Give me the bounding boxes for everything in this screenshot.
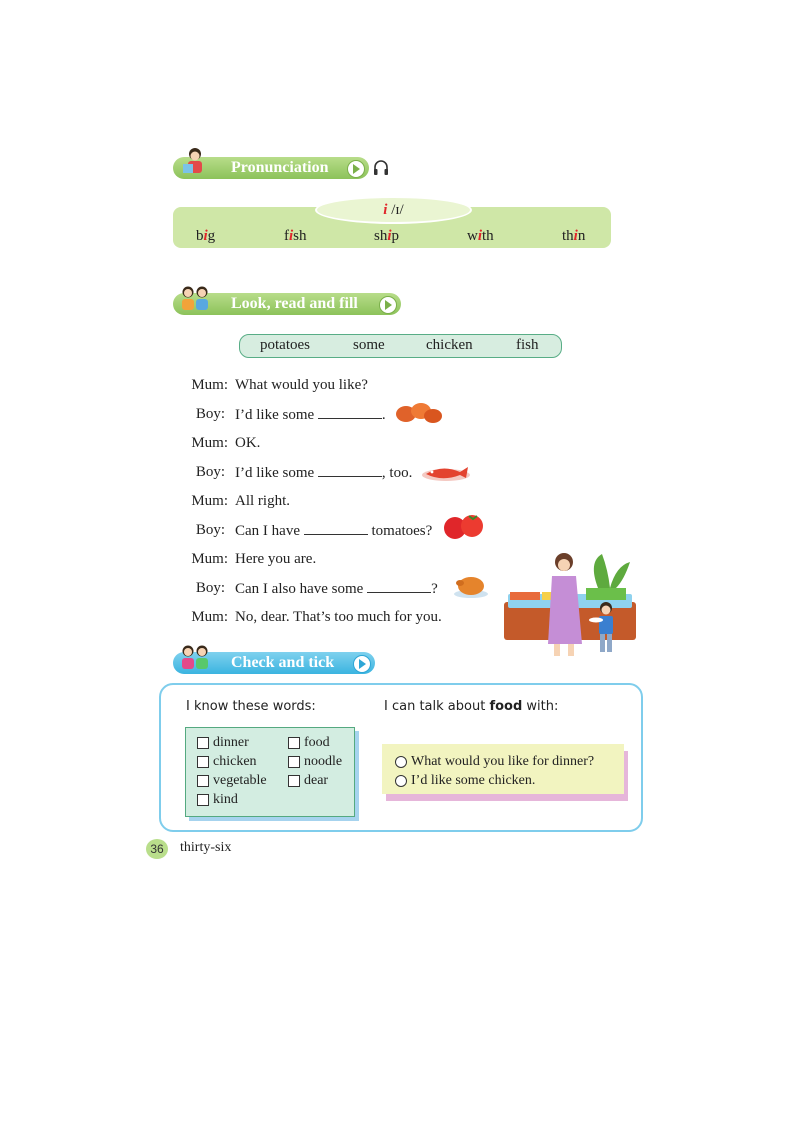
fill-blank[interactable] [318, 406, 382, 419]
word-bank-item: chicken [426, 337, 473, 353]
speaker: Boy: [195, 464, 225, 480]
dialogue-line: Can I also have some ? [235, 581, 438, 597]
play-icon[interactable] [347, 160, 365, 178]
check-and-tick-title: Check and tick [231, 654, 335, 671]
check-and-tick-header [173, 652, 375, 674]
word-bank-item: potatoes [260, 337, 310, 353]
fill-blank[interactable] [367, 580, 431, 593]
checkbox-icon[interactable] [197, 737, 209, 749]
tomatoes-image [441, 513, 487, 541]
word-checkbox[interactable]: dear [288, 773, 328, 789]
dialogue-line: Here you are. [235, 551, 317, 567]
sentence-radio[interactable]: I’d like some chicken. [395, 773, 535, 789]
dialogue-line: No, dear. That’s too much for you. [235, 609, 442, 625]
fish-image [420, 458, 472, 484]
word-checkbox[interactable]: kind [197, 792, 238, 808]
speaker: Mum: [191, 551, 228, 567]
headphones-icon[interactable] [372, 159, 390, 177]
dialogue-line: I’d like some . [235, 407, 386, 423]
word-checkbox[interactable]: chicken [197, 754, 257, 770]
know-words-label: I know these words: [186, 699, 316, 714]
pron-word: thin [562, 228, 586, 244]
talk-about-label: I can talk about food with: [384, 699, 559, 714]
kids-icon [177, 283, 213, 313]
radio-icon[interactable] [395, 756, 407, 768]
page-number: 36 [146, 839, 168, 859]
dialogue-line: OK. [235, 435, 261, 451]
checkbox-icon[interactable] [197, 794, 209, 806]
dialogue-line: Can I have tomatoes? [235, 523, 433, 539]
checkbox-icon[interactable] [288, 737, 300, 749]
look-read-fill-title: Look, read and fill [231, 295, 358, 312]
dialogue-line: All right. [235, 493, 290, 509]
dialogue-line: What would you like? [235, 377, 368, 393]
speaker: Boy: [195, 580, 225, 596]
chicken-image [452, 572, 490, 600]
fill-blank[interactable] [318, 464, 382, 477]
pron-word: big [196, 228, 216, 244]
radio-icon[interactable] [395, 775, 407, 787]
speaker: Mum: [191, 377, 228, 393]
potatoes-image [394, 400, 444, 426]
speaker: Mum: [191, 435, 228, 451]
mum-and-boy-image [498, 548, 640, 660]
word-checkbox[interactable]: vegetable [197, 773, 267, 789]
word-bank [239, 334, 562, 358]
pron-word: fish [284, 228, 307, 244]
pronunciation-header [173, 157, 369, 179]
speaker: Boy: [195, 406, 225, 422]
look-read-fill-header [173, 293, 401, 315]
word-bank-item: fish [516, 337, 539, 353]
word-checkbox[interactable]: noodle [288, 754, 342, 770]
fill-blank[interactable] [304, 522, 368, 535]
speaker: Mum: [191, 493, 228, 509]
pron-word: with [467, 228, 494, 244]
word-checkbox[interactable]: dinner [197, 735, 249, 751]
speaker: Boy: [195, 522, 225, 538]
page-number-word: thirty-six [180, 840, 232, 855]
dialogue-line: I’d like some , too. [235, 465, 413, 481]
checkbox-icon[interactable] [197, 756, 209, 768]
play-icon[interactable] [379, 296, 397, 314]
checkbox-icon[interactable] [197, 775, 209, 787]
kids-icon [177, 642, 213, 672]
pronunciation-title: Pronunciation [231, 159, 329, 176]
play-icon[interactable] [353, 655, 371, 673]
word-checkbox[interactable]: food [288, 735, 330, 751]
pron-word: ship [374, 228, 400, 244]
girl-reading-icon [177, 147, 213, 177]
word-bank-item: some [353, 337, 385, 353]
checkbox-icon[interactable] [288, 775, 300, 787]
checkbox-icon[interactable] [288, 756, 300, 768]
phoneme-label: i /ɪ/ [315, 196, 472, 224]
speaker: Mum: [191, 609, 228, 625]
sentence-radio[interactable]: What would you like for dinner? [395, 754, 594, 770]
